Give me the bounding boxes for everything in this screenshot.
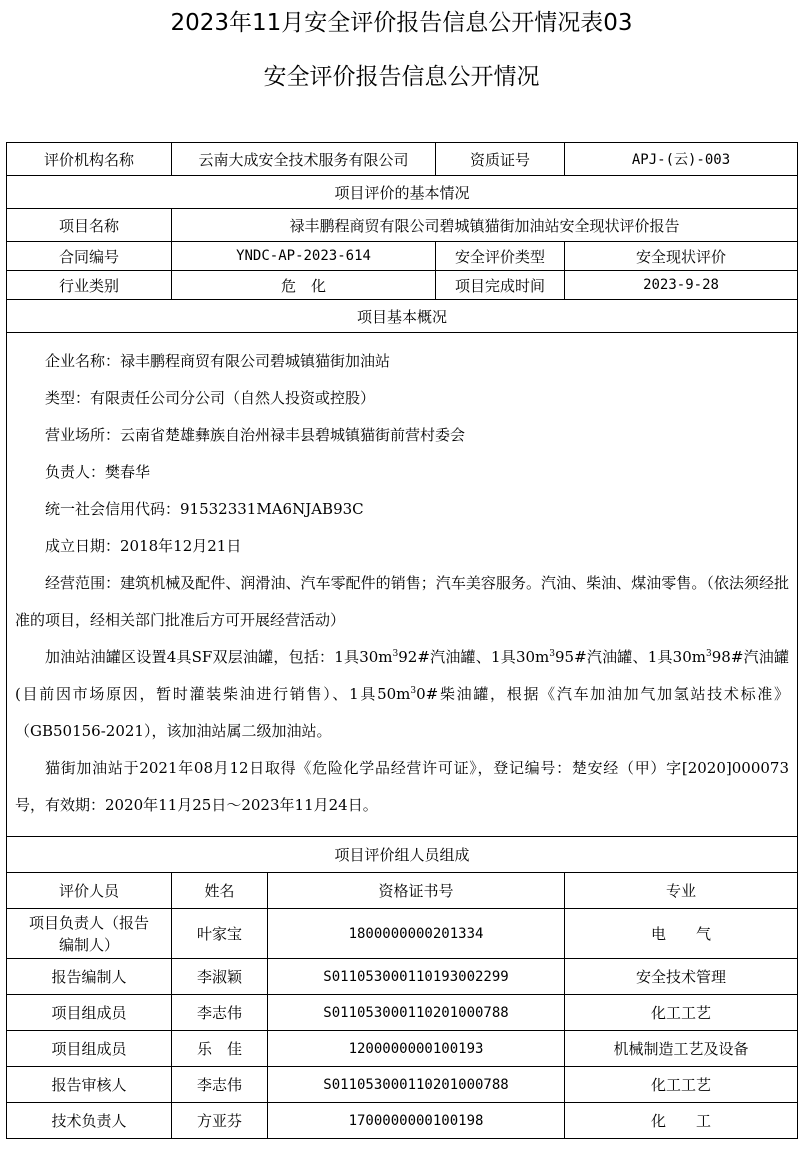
cell-role: 报告编制人 xyxy=(7,959,172,995)
overview-manager: 负责人：樊春华 xyxy=(45,463,151,481)
header-role: 评价人员 xyxy=(7,873,172,909)
contract-label: 合同编号 xyxy=(7,242,172,271)
table-row xyxy=(7,995,798,1031)
cell-name: 方亚芬 xyxy=(172,1103,268,1139)
cell-name: 叶家宝 xyxy=(172,909,268,959)
cell-role: 项目组成员 xyxy=(7,995,172,1031)
info-table xyxy=(6,142,798,1139)
cell-name: 李志伟 xyxy=(172,1067,268,1103)
cell-major: 化工工艺 xyxy=(565,1067,798,1103)
cell-cert: S011053000110201000788 xyxy=(268,995,565,1031)
overview-body xyxy=(7,333,798,837)
overview-company: 企业名称：禄丰鹏程商贸有限公司碧城镇猫街加油站 xyxy=(45,352,391,370)
overview-address: 营业场所：云南省楚雄彝族自治州禄丰县碧城镇猫街前营村委会 xyxy=(45,426,466,444)
cell-role: 技术负责人 xyxy=(7,1103,172,1139)
cert-value: APJ-(云)-003 xyxy=(565,143,798,176)
cell-name: 李志伟 xyxy=(172,995,268,1031)
page-title: 2023年11月安全评价报告信息公开情况表03 xyxy=(170,10,633,36)
industry-label: 行业类别 xyxy=(7,271,172,300)
overview-tanks: 加油站油罐区设置4具SF双层油罐，包括：1具$30m^392\#$汽油罐、1具$30m^395\#$汽油罐、1具$30m^398\#$汽油罐(目前因市场原因，暂时灌装柴油进行销售）、1具$50m^30\#$柴油罐，根据《汽车加油加气加氢站技术标准》（GB50156-2021），该加油站属二级加油站。 xyxy=(15,648,790,740)
section-overview: 项目基本概况 xyxy=(7,300,798,333)
overview-founded: 成立日期：2018年12月21日 xyxy=(45,537,242,555)
overview-license: 猫街加油站于2021年08月12日取得《危险化学品经营许可证》，登记编号：楚安经（甲）字[2020]000073号，有效期：2020年11月25日～2023年11月24日。 xyxy=(15,759,790,814)
table-row xyxy=(7,1103,798,1139)
eval-type-label: 安全评价类型 xyxy=(436,242,565,271)
cell-cert: 1800000000201334 xyxy=(268,909,565,959)
cell-role: 报告审核人 xyxy=(7,1067,172,1103)
eval-type-value: 安全现状评价 xyxy=(565,242,798,271)
header-major: 专业 xyxy=(565,873,798,909)
table-row xyxy=(7,1031,798,1067)
cell-role: 项目负责人（报告编制人） xyxy=(7,909,172,959)
header-cert: 资格证书号 xyxy=(268,873,565,909)
overview-type: 类型：有限责任公司分公司（自然人投资或控股） xyxy=(45,389,376,407)
cell-major: 机械制造工艺及设备 xyxy=(565,1031,798,1067)
cell-role: 项目组成员 xyxy=(7,1031,172,1067)
page-subtitle: 安全评价报告信息公开情况 xyxy=(263,64,540,90)
section-team: 项目评价组人员组成 xyxy=(7,837,798,873)
table-row xyxy=(7,959,798,995)
cell-cert: 1700000000100198 xyxy=(268,1103,565,1139)
section-basic: 项目评价的基本情况 xyxy=(7,176,798,209)
header-name: 姓名 xyxy=(172,873,268,909)
project-name-value: 禄丰鹏程商贸有限公司碧城镇猫街加油站安全现状评价报告 xyxy=(172,209,798,242)
overview-scope: 经营范围：建筑机械及配件、润滑油、汽车零配件的销售；汽车美容服务。汽油、柴油、煤油零售。（依法须经批准的项目，经相关部门批准后方可开展经营活动） xyxy=(15,574,790,629)
cell-major: 安全技术管理 xyxy=(565,959,798,995)
table-row xyxy=(7,1067,798,1103)
cell-major: 化 工 xyxy=(565,1103,798,1139)
contract-value: YNDC-AP-2023-614 xyxy=(172,242,436,271)
cell-cert: S011053000110201000788 xyxy=(268,1067,565,1103)
org-value: 云南大成安全技术服务有限公司 xyxy=(172,143,436,176)
cell-cert: 1200000000100193 xyxy=(268,1031,565,1067)
complete-value: 2023-9-28 xyxy=(565,271,798,300)
overview-credit-code: 统一社会信用代码：91532331MA6NJAB93C xyxy=(45,500,364,518)
cell-cert: S011053000110193002299 xyxy=(268,959,565,995)
cert-label: 资质证号 xyxy=(436,143,565,176)
industry-value: 危 化 xyxy=(172,271,436,300)
cell-name: 乐 佳 xyxy=(172,1031,268,1067)
org-label: 评价机构名称 xyxy=(7,143,172,176)
cell-major: 化工工艺 xyxy=(565,995,798,1031)
complete-label: 项目完成时间 xyxy=(436,271,565,300)
table-row xyxy=(7,909,798,959)
cell-major: 电 气 xyxy=(565,909,798,959)
cell-name: 李淑颖 xyxy=(172,959,268,995)
project-name-label: 项目名称 xyxy=(7,209,172,242)
